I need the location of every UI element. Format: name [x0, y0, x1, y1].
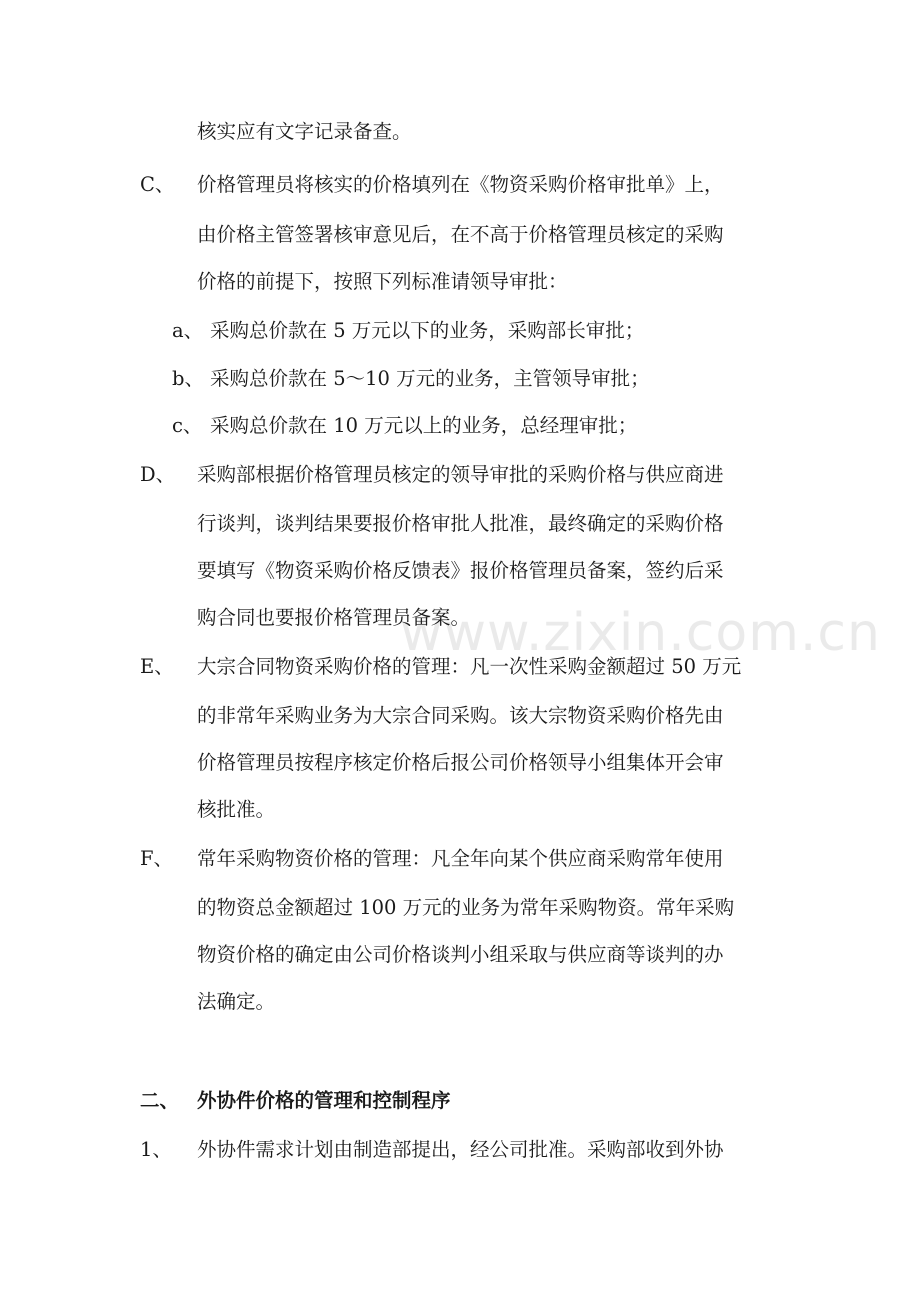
paragraph-line: 法确定。 — [197, 990, 276, 1013]
paragraph-line: 的非常年采购业务为大宗合同采购。该大宗物资采购价格先由 — [197, 704, 724, 727]
sub-item-marker-b: b、 — [172, 367, 204, 390]
paragraph-line: 大宗合同物资采购价格的管理：凡一次性采购金额超过 50 万元 — [197, 655, 742, 678]
section-marker-2: 二、 — [140, 1089, 180, 1112]
paragraph-line: 要填写《物资采购价格反馈表》报价格管理员备案，签约后采 — [197, 559, 724, 582]
paragraph-line: 价格管理员按程序核定价格后报公司价格领导小组集体开会审 — [197, 751, 724, 774]
paragraph-line: 价格的前提下，按照下列标准请领导审批： — [197, 270, 568, 293]
item-marker-c: C、 — [140, 173, 175, 196]
paragraph-line: 核实应有文字记录备查。 — [197, 120, 412, 143]
sub-item-marker-c: c、 — [172, 414, 203, 437]
sub-item-text: 采购总价款在 5～10 万元的业务，主管领导审批； — [210, 367, 650, 390]
item-marker-d: D、 — [140, 463, 176, 486]
sub-item-text: 采购总价款在 10 万元以上的业务，总经理审批； — [210, 414, 638, 437]
paragraph-line: 采购部根据价格管理员核定的领导审批的采购价格与供应商进 — [197, 463, 724, 486]
paragraph-line: 行谈判，谈判结果要报价格审批人批准，最终确定的采购价格 — [197, 512, 724, 535]
paragraph-line: 的物资总金额超过 100 万元的业务为常年采购物资。常年采购 — [197, 896, 735, 919]
sub-item-marker-a: a、 — [172, 319, 204, 342]
paragraph-line: 物资价格的确定由公司价格谈判小组采取与供应商等谈判的办 — [197, 943, 724, 966]
paragraph-line: 价格管理员将核实的价格填列在《物资采购价格审批单》上， — [197, 173, 724, 196]
paragraph-line: 购合同也要报价格管理员备案。 — [197, 606, 471, 629]
paragraph-line: 由价格主管签署核审意见后，在不高于价格管理员核定的采购 — [197, 223, 724, 246]
item-marker-1: 1、 — [140, 1138, 172, 1161]
paragraph-line: 常年采购物资价格的管理：凡全年向某个供应商采购常年使用 — [197, 847, 724, 870]
paragraph-line: 核批准。 — [197, 798, 276, 821]
item-marker-e: E、 — [140, 655, 174, 678]
watermark: www.zixin.com.cn — [400, 603, 881, 663]
paragraph-line: 外协件需求计划由制造部提出，经公司批准。采购部收到外协 — [197, 1138, 724, 1161]
sub-item-text: 采购总价款在 5 万元以下的业务，采购部长审批； — [210, 319, 645, 342]
item-marker-f: F、 — [140, 847, 174, 870]
section-heading: 外协件价格的管理和控制程序 — [197, 1089, 451, 1112]
